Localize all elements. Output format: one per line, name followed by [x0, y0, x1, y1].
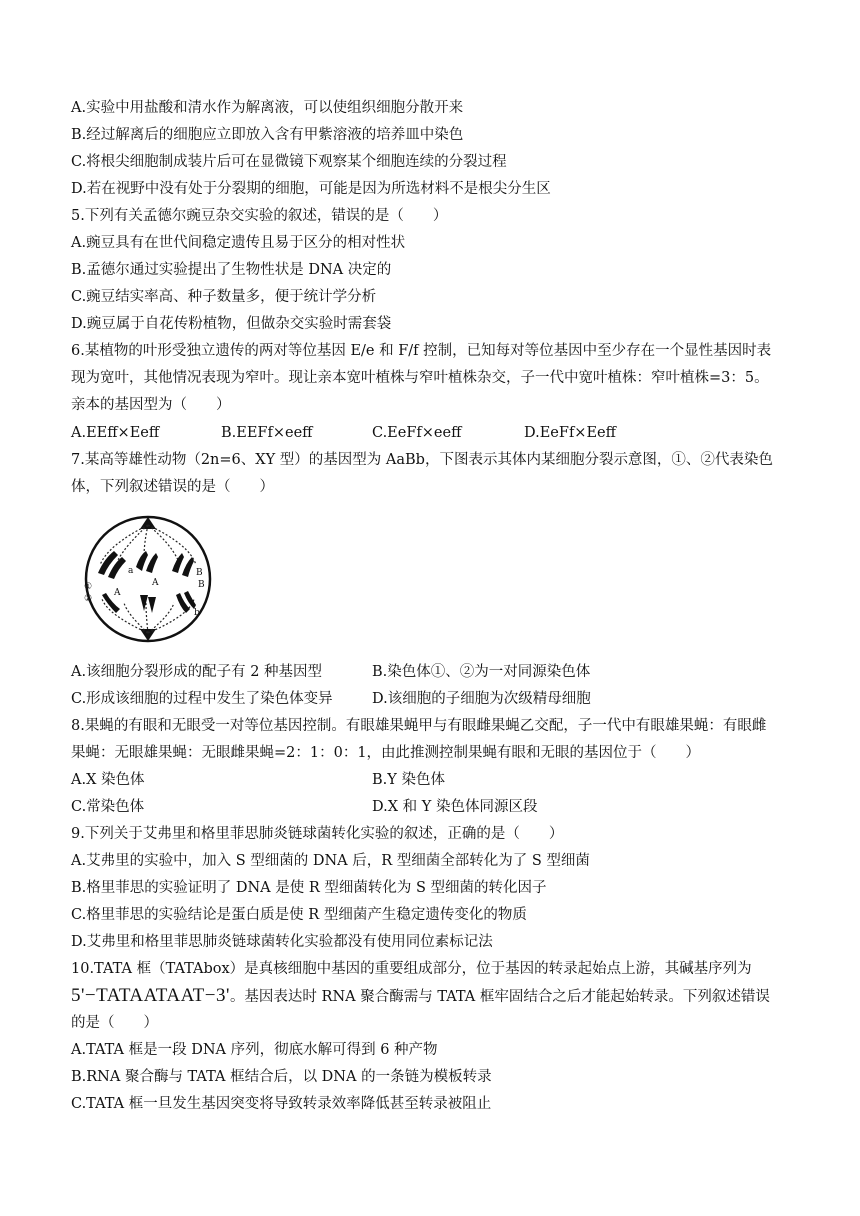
q9-option-d: D.艾弗里和格里菲思肺炎链球菌转化实验都没有使用同位素标记法 — [71, 934, 493, 950]
fig-label-B2: B — [198, 580, 205, 590]
q7-option-d: D.该细胞的子细胞为次级精母细胞 — [372, 691, 591, 707]
q6-stem-line3: 亲本的基因型为（ ） — [71, 397, 231, 413]
fig-label-A: A — [152, 578, 159, 588]
q7-option-c: C.形成该细胞的过程中发生了染色体变异 — [71, 691, 333, 707]
q8-option-d: D.X 和 Y 染色体同源区段 — [372, 799, 538, 815]
q9-option-c: C.格里菲思的实验结论是蛋白质是使 R 型细菌产生稳定遗传变化的物质 — [71, 907, 527, 923]
q5-option-b: B.孟德尔通过实验提出了生物性状是 DNA 决定的 — [71, 262, 392, 278]
fig-label-A2: A — [114, 588, 121, 598]
q7-option-a: A.该细胞分裂形成的配子有 2 种基因型 — [71, 664, 323, 680]
q8-option-b: B.Y 染色体 — [372, 772, 445, 788]
q5-option-d: D.豌豆属于自花传粉植物，但做杂交实验时需套袋 — [71, 316, 392, 332]
fig-label-2: ② — [84, 594, 93, 604]
fig-label-b: b — [194, 608, 200, 618]
q8-option-c: C.常染色体 — [71, 799, 145, 815]
q4-option-d: D.若在视野中没有处于分裂期的细胞，可能是因为所选材料不是根尖分生区 — [71, 181, 551, 197]
q5-option-a: A.豌豆具有在世代间稳定遗传且易于区分的相对性状 — [71, 235, 406, 251]
q10-option-c: C.TATA 框一旦发生基因突变将导致转录效率降低甚至转录被阻止 — [71, 1096, 492, 1112]
q10-option-b: B.RNA 聚合酶与 TATA 框结合后，以 DNA 的一条链为模板转录 — [71, 1069, 492, 1085]
cell-division-figure — [78, 515, 218, 649]
q6-option-c: C.EeFf×eeff — [372, 425, 462, 441]
q7-option-b: B.染色体①、②为一对同源染色体 — [372, 664, 591, 680]
q8-stem-line2: 果蝇：无眼雄果蝇：无眼雌果蝇=2：1：0：1，由此推测控制果蝇有眼和无眼的基因位于（ ） — [71, 745, 701, 761]
cell-division-drawing — [78, 515, 218, 645]
q5-stem: 5.下列有关孟德尔豌豆杂交实验的叙述，错误的是（ ） — [71, 208, 448, 224]
q9-stem: 9.下列关于艾弗里和格里菲思肺炎链球菌转化实验的叙述，正确的是（ ） — [71, 826, 564, 842]
q6-stem-line1: 6.某植物的叶形受独立遗传的两对等位基因 E/e 和 F/f 控制，已知每对等位基因中至少存在一个显性基因时表 — [71, 343, 772, 359]
q6-option-a: A.EEff×Eeff — [71, 425, 160, 441]
q8-stem-line1: 8.果蝇的有眼和无眼受一对等位基因控制。有眼雄果蝇甲与有眼雌果蝇乙交配，子一代中有眼雄果蝇：有眼雌 — [71, 718, 767, 734]
q6-stem-line2: 现为宽叶，其他情况表现为窄叶。现让亲本宽叶植株与窄叶植株杂交，子一代中宽叶植株：窄叶植株=3：5。 — [71, 370, 769, 386]
q10-option-a: A.TATA 框是一段 DNA 序列，彻底水解可得到 6 种产物 — [71, 1042, 438, 1058]
q9-option-a: A.艾弗里的实验中，加入 S 型细菌的 DNA 后，R 型细菌全部转化为了 S 型细菌 — [71, 853, 590, 869]
q10-stem-line2 — [71, 986, 800, 1007]
q10-stem-line2-rest: 。基因表达时 RNA 聚合酶需与 TATA 框牢固结合之后才能起始转录。下列叙述错误 — [229, 989, 770, 1005]
q4-option-a: A.实验中用盐酸和清水作为解离液，可以使组织细胞分散开来 — [71, 100, 464, 116]
fig-label-1: ① — [84, 582, 93, 592]
q10-sequence: 5'−TATAATAAT−3' — [71, 985, 230, 1006]
q10-stem-line1: 10.TATA 框（TATAbox）是真核细胞中基因的重要组成部分，位于基因的转录起始点上游，其碱基序列为 — [71, 961, 752, 977]
q4-option-c: C.将根尖细胞制成装片后可在显微镜下观察某个细胞连续的分裂过程 — [71, 154, 507, 170]
q8-option-a: A.X 染色体 — [71, 772, 145, 788]
fig-label-B1: B — [196, 568, 203, 578]
q6-option-b: B.EEFf×eeff — [221, 425, 313, 441]
q7-stem-line2: 体，下列叙述错误的是（ ） — [71, 479, 274, 495]
q4-option-b: B.经过解离后的细胞应立即放入含有甲紫溶液的培养皿中染色 — [71, 127, 464, 143]
q10-stem-line3: 的是（ ） — [71, 1015, 158, 1031]
q5-option-c: C.豌豆结实率高、种子数量多，便于统计学分析 — [71, 289, 377, 305]
fig-label-a: a — [128, 566, 134, 576]
q7-stem-line1: 7.某高等雄性动物（2n=6、XY 型）的基因型为 AaBb，下图表示其体内某细胞分裂示意图，①、②代表染色 — [71, 452, 773, 468]
q9-option-b: B.格里菲思的实验证明了 DNA 是使 R 型细菌转化为 S 型细菌的转化因子 — [71, 880, 547, 896]
q6-option-d: D.EeFf×Eeff — [524, 425, 616, 441]
